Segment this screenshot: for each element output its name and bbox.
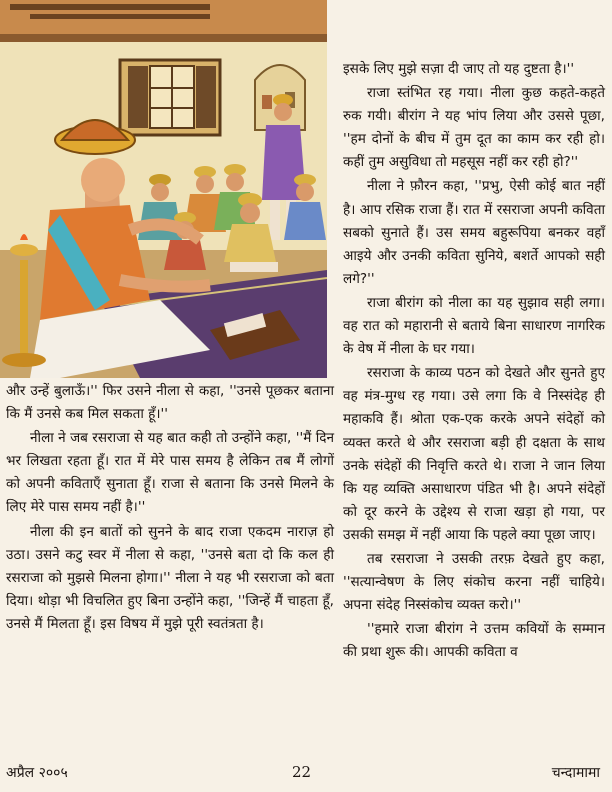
paragraph: नीला ने जब रसराजा से यह बात कही तो उन्होंने कहा, ''मैं दिन भर लिखता रहता हूँ। रात में मेरे पास समय है लेकिन तब मैं लोगों को अपनी कविताएँ सुनाता हूँ। राजा से बताना कि उनसे मिलने के लिए मेरे पास समय नहीं है।'' bbox=[6, 430, 334, 516]
paragraph: राजा बीरांग को नीला का यह सुझाव सही लगा। वह रात को महारानी से बताये बिना साधारण नागरिक के वेष में नीला के घर गया। bbox=[343, 294, 605, 358]
king-with-poets-illustration bbox=[0, 0, 327, 378]
page-footer bbox=[0, 763, 612, 785]
page-number: 22 bbox=[292, 763, 312, 781]
paragraph: और उन्हें बुलाऊँ।'' फिर उसने नीला से कहा, ''उनसे पूछकर बताना कि मैं उनसे कब मिल सकता हूँ।'' bbox=[6, 383, 334, 423]
paragraph: रसराजा के काव्य पठन को देखते और सुनते हुए वह मंत्र-मुग्ध रह गया। उसे लगा कि वे निस्संदेह ही महाकवि हैं। श्रोता एक-एक करके अपने संदेहों को व्यक्त करते थे और रसराजा बड़ी ही दक्षता के साथ उनके संदेहों की निवृत्ति करते थे। राजा ने जान लिया कि यह व्यक्ति असाधारण पंडित भी है। अपने संदेहों को दूर करने के उद्देश्य से राजा खड़ा हो गया, पर उसकी समझ में नहीं आया कि पहले क्या पूछा जाए। bbox=[343, 365, 605, 543]
paragraph: नीला की इन बातों को सुनने के बाद राजा एकदम नाराज़ हो उठा। उसने कटु स्वर में नीला से कहा, ''उनसे बता दो कि कल ही रसराजा को मुझसे मिलना होगा।'' नीला ने यह भी रसराजा को बता दिया। थोड़ा भी विचलित हुए बिना उन्होंने कहा, ''जिन्हें मैं चाहता हूँ, उनसे मैं मिलता हूँ। इस विषय में मुझे पूरी स्वतंत्रता है। bbox=[6, 523, 334, 632]
right-text-column bbox=[343, 58, 605, 664]
left-text-column bbox=[6, 380, 334, 636]
story-illustration bbox=[0, 0, 327, 378]
paragraph: तब रसराजा ने उसकी तरफ़ देखते हुए कहा, ''सत्यान्वेषण के लिए संकोच करना नहीं चाहिये। अपना संदेह निस्संकोच व्यक्त करो।'' bbox=[343, 550, 605, 614]
paragraph: राजा स्तंभित रह गया। नीला कुछ कहते-कहते रुक गयी। बीरांग ने यह भांप लिया और उससे पूछा, ''हम दोनों के बीच में तुम दूत का काम कर रही हो। कहीं तुम असुविधा तो महसूस नहीं कर रही हो?'' bbox=[343, 85, 605, 171]
magazine-name: चन्दामामा bbox=[551, 765, 600, 781]
paragraph: इसके लिए मुझे सज़ा दी जाए तो यह दुष्टता है।'' bbox=[343, 61, 575, 77]
paragraph: नीला ने फ़ौरन कहा, ''प्रभु, ऐसी कोई बात नहीं है। आप रसिक राजा हैं। रात में रसराजा अपनी कविता सबको सुनाते हैं। उस समय बहुरूपिया बनकर वहाँ आइये और उनकी कविता सुनिये, बशर्ते आपको सही लगे?'' bbox=[343, 178, 605, 287]
paragraph: ''हमारे राजा बीरांग ने उत्तम कवियों के सम्मान की प्रथा शुरू की। आपकी कविता व bbox=[343, 621, 605, 661]
issue-date: अप्रैल २००५ bbox=[6, 765, 68, 781]
